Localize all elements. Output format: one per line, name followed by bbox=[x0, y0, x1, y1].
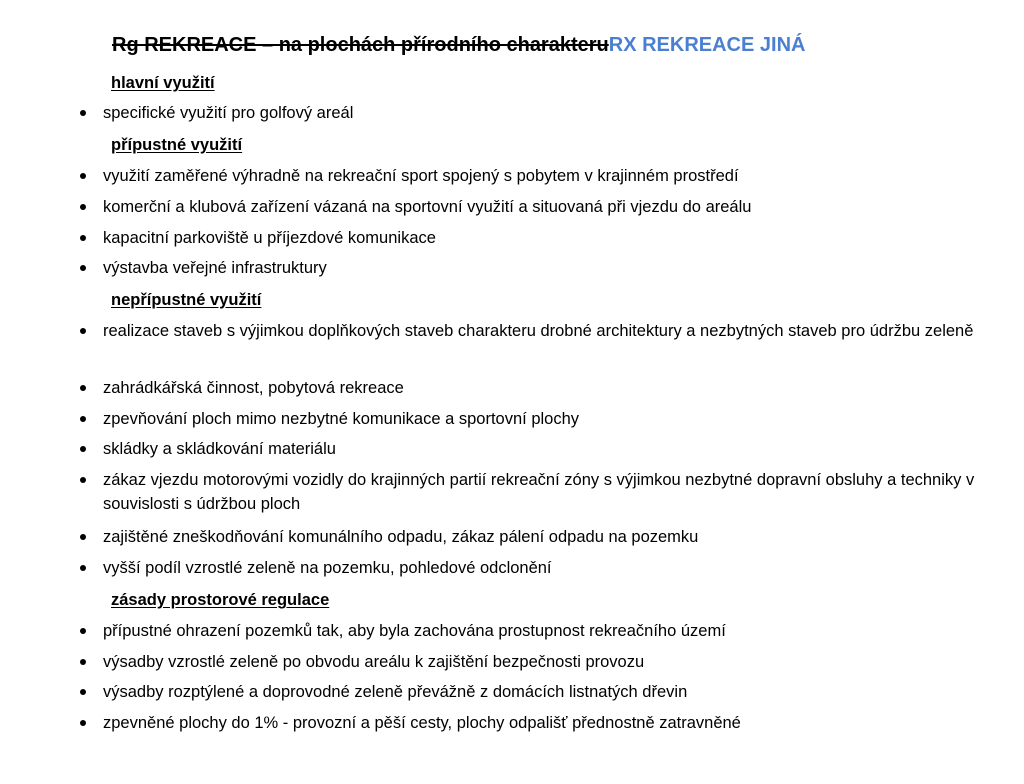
list-item-text: zákaz vjezdu motorovými vozidly do krajinných partií rekreační zóny s výjimkou nezbytné dopravní obsluhy a techniky v souvislosti s údržbou ploch bbox=[103, 471, 975, 513]
list-item-text: specifické využití pro golfový areál bbox=[103, 104, 354, 122]
page-title bbox=[112, 32, 805, 58]
list-item-text: výsadby rozptýlené a doprovodné zeleně převážně z domácích listnatých dřevin bbox=[103, 683, 688, 701]
list-item-text: zajištěné zneškodňování komunálního odpadu, zákaz pálení odpadu na pozemku bbox=[103, 528, 699, 546]
bullet-icon bbox=[80, 446, 86, 452]
bullet-icon bbox=[80, 235, 86, 241]
list-item-text: výsadby vzrostlé zeleně po obvodu areálu k zajištění bezpečnosti provozu bbox=[103, 653, 645, 671]
struck-title: Rg REKREACE – na plochách přírodního charakteru bbox=[112, 34, 609, 56]
bullet-icon bbox=[80, 385, 86, 391]
section-heading-permitted-use: přípustné využití bbox=[111, 136, 243, 154]
list-item-text: využití zaměřené výhradně na rekreační sport spojený s pobytem v krajinném prostředí bbox=[103, 167, 739, 185]
list-item-text: realizace staveb s výjimkou doplňkových staveb charakteru drobné architektury a nezbytných staveb pro údržbu zeleně bbox=[103, 322, 974, 340]
bullet-icon bbox=[80, 477, 86, 483]
section-heading-main-use: hlavní využití bbox=[111, 74, 215, 92]
list-item-text: přípustné ohrazení pozemků tak, aby byla zachována prostupnost rekreačního území bbox=[103, 622, 726, 640]
bullet-icon bbox=[80, 628, 86, 634]
bullet-icon bbox=[80, 689, 86, 695]
bullet-icon bbox=[80, 659, 86, 665]
list-item-text: výstavba veřejné infrastruktury bbox=[103, 259, 327, 277]
bullet-icon bbox=[80, 416, 86, 422]
list-item-text: komerční a klubová zařízení vázaná na sportovní využití a situovaná při vjezdu do areálu bbox=[103, 198, 752, 216]
list-item-text: vyšší podíl vzrostlé zeleně na pozemku, pohledové odclonění bbox=[103, 559, 552, 577]
bullet-icon bbox=[80, 534, 86, 540]
list-item-text: zpevňování ploch mimo nezbytné komunikace a sportovní plochy bbox=[103, 410, 580, 428]
bullet-icon bbox=[80, 265, 86, 271]
list-item-text: zahrádkářská činnost, pobytová rekreace bbox=[103, 379, 404, 397]
section-heading-forbidden-use: nepřípustné využití bbox=[111, 291, 262, 309]
bullet-icon bbox=[80, 328, 86, 334]
bullet-icon bbox=[80, 110, 86, 116]
list-item-text: kapacitní parkoviště u příjezdové komunikace bbox=[103, 229, 436, 247]
bullet-icon bbox=[80, 204, 86, 210]
section-heading-spatial-regulation: zásady prostorové regulace bbox=[111, 591, 330, 609]
bullet-icon bbox=[80, 173, 86, 179]
bullet-icon bbox=[80, 565, 86, 571]
bullet-icon bbox=[80, 720, 86, 726]
replacement-title: RX REKREACE JINÁ bbox=[608, 34, 806, 56]
list-item-text: skládky a skládkování materiálu bbox=[103, 440, 336, 458]
list-item-text: zpevněné plochy do 1% - provozní a pěší cesty, plochy odpališť přednostně zatravněné bbox=[103, 714, 741, 732]
